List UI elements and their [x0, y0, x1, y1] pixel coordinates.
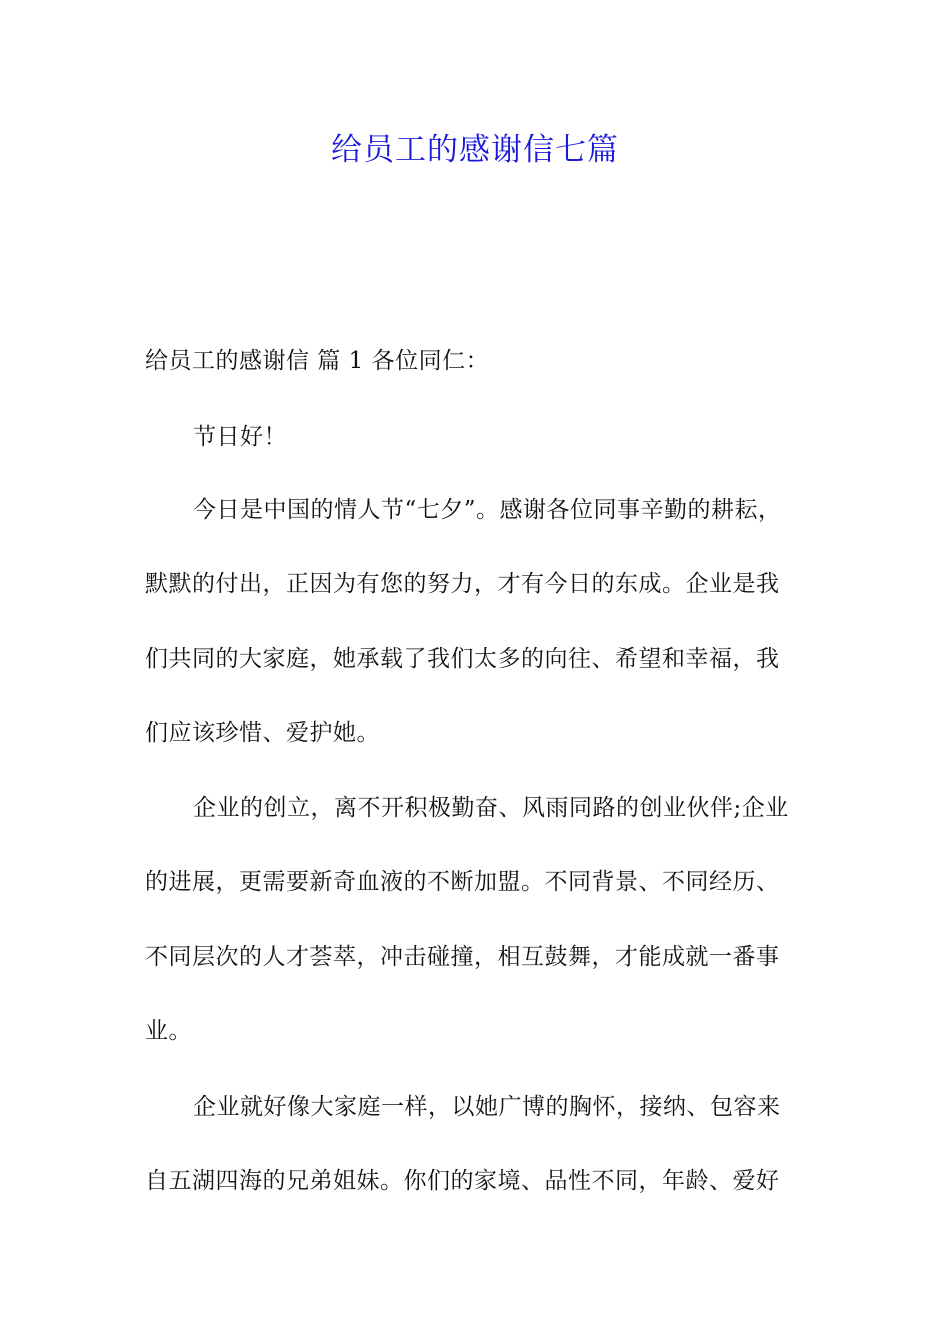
text-line: 今日是中国的情人节“七夕”。感谢各位同事辛勤的耕耘， — [193, 497, 782, 523]
text-line: 的进展，更需要新奇血液的不断加盟。不同背景、不同经历、 — [145, 869, 780, 895]
text-line: 企业的创立，离不开积极勤奋、风雨同路的创业伙伴;企业 — [193, 795, 789, 821]
text-line: 节日好！ — [193, 424, 287, 450]
document-title: 给员工的感谢信七篇 — [331, 132, 619, 168]
text-line: 们应该珍惜、爱护她。 — [145, 720, 380, 746]
text-line: 业。 — [145, 1018, 192, 1044]
text-line: 自五湖四海的兄弟姐妹。你们的家境、品性不同，年龄、爱好 — [145, 1168, 780, 1194]
text-line: 不同层次的人才荟萃，冲击碰撞，相互鼓舞，才能成就一番事 — [145, 944, 780, 970]
text-line: 给员工的感谢信 篇 1 各位同仁： — [145, 348, 490, 374]
text-line: 企业就好像大家庭一样，以她广博的胸怀，接纳、包容来 — [193, 1094, 781, 1120]
text-line: 默默的付出，正因为有您的努力，才有今日的东成。企业是我 — [145, 571, 780, 597]
text-line: 们共同的大家庭，她承载了我们太多的向往、希望和幸福，我 — [145, 646, 780, 672]
